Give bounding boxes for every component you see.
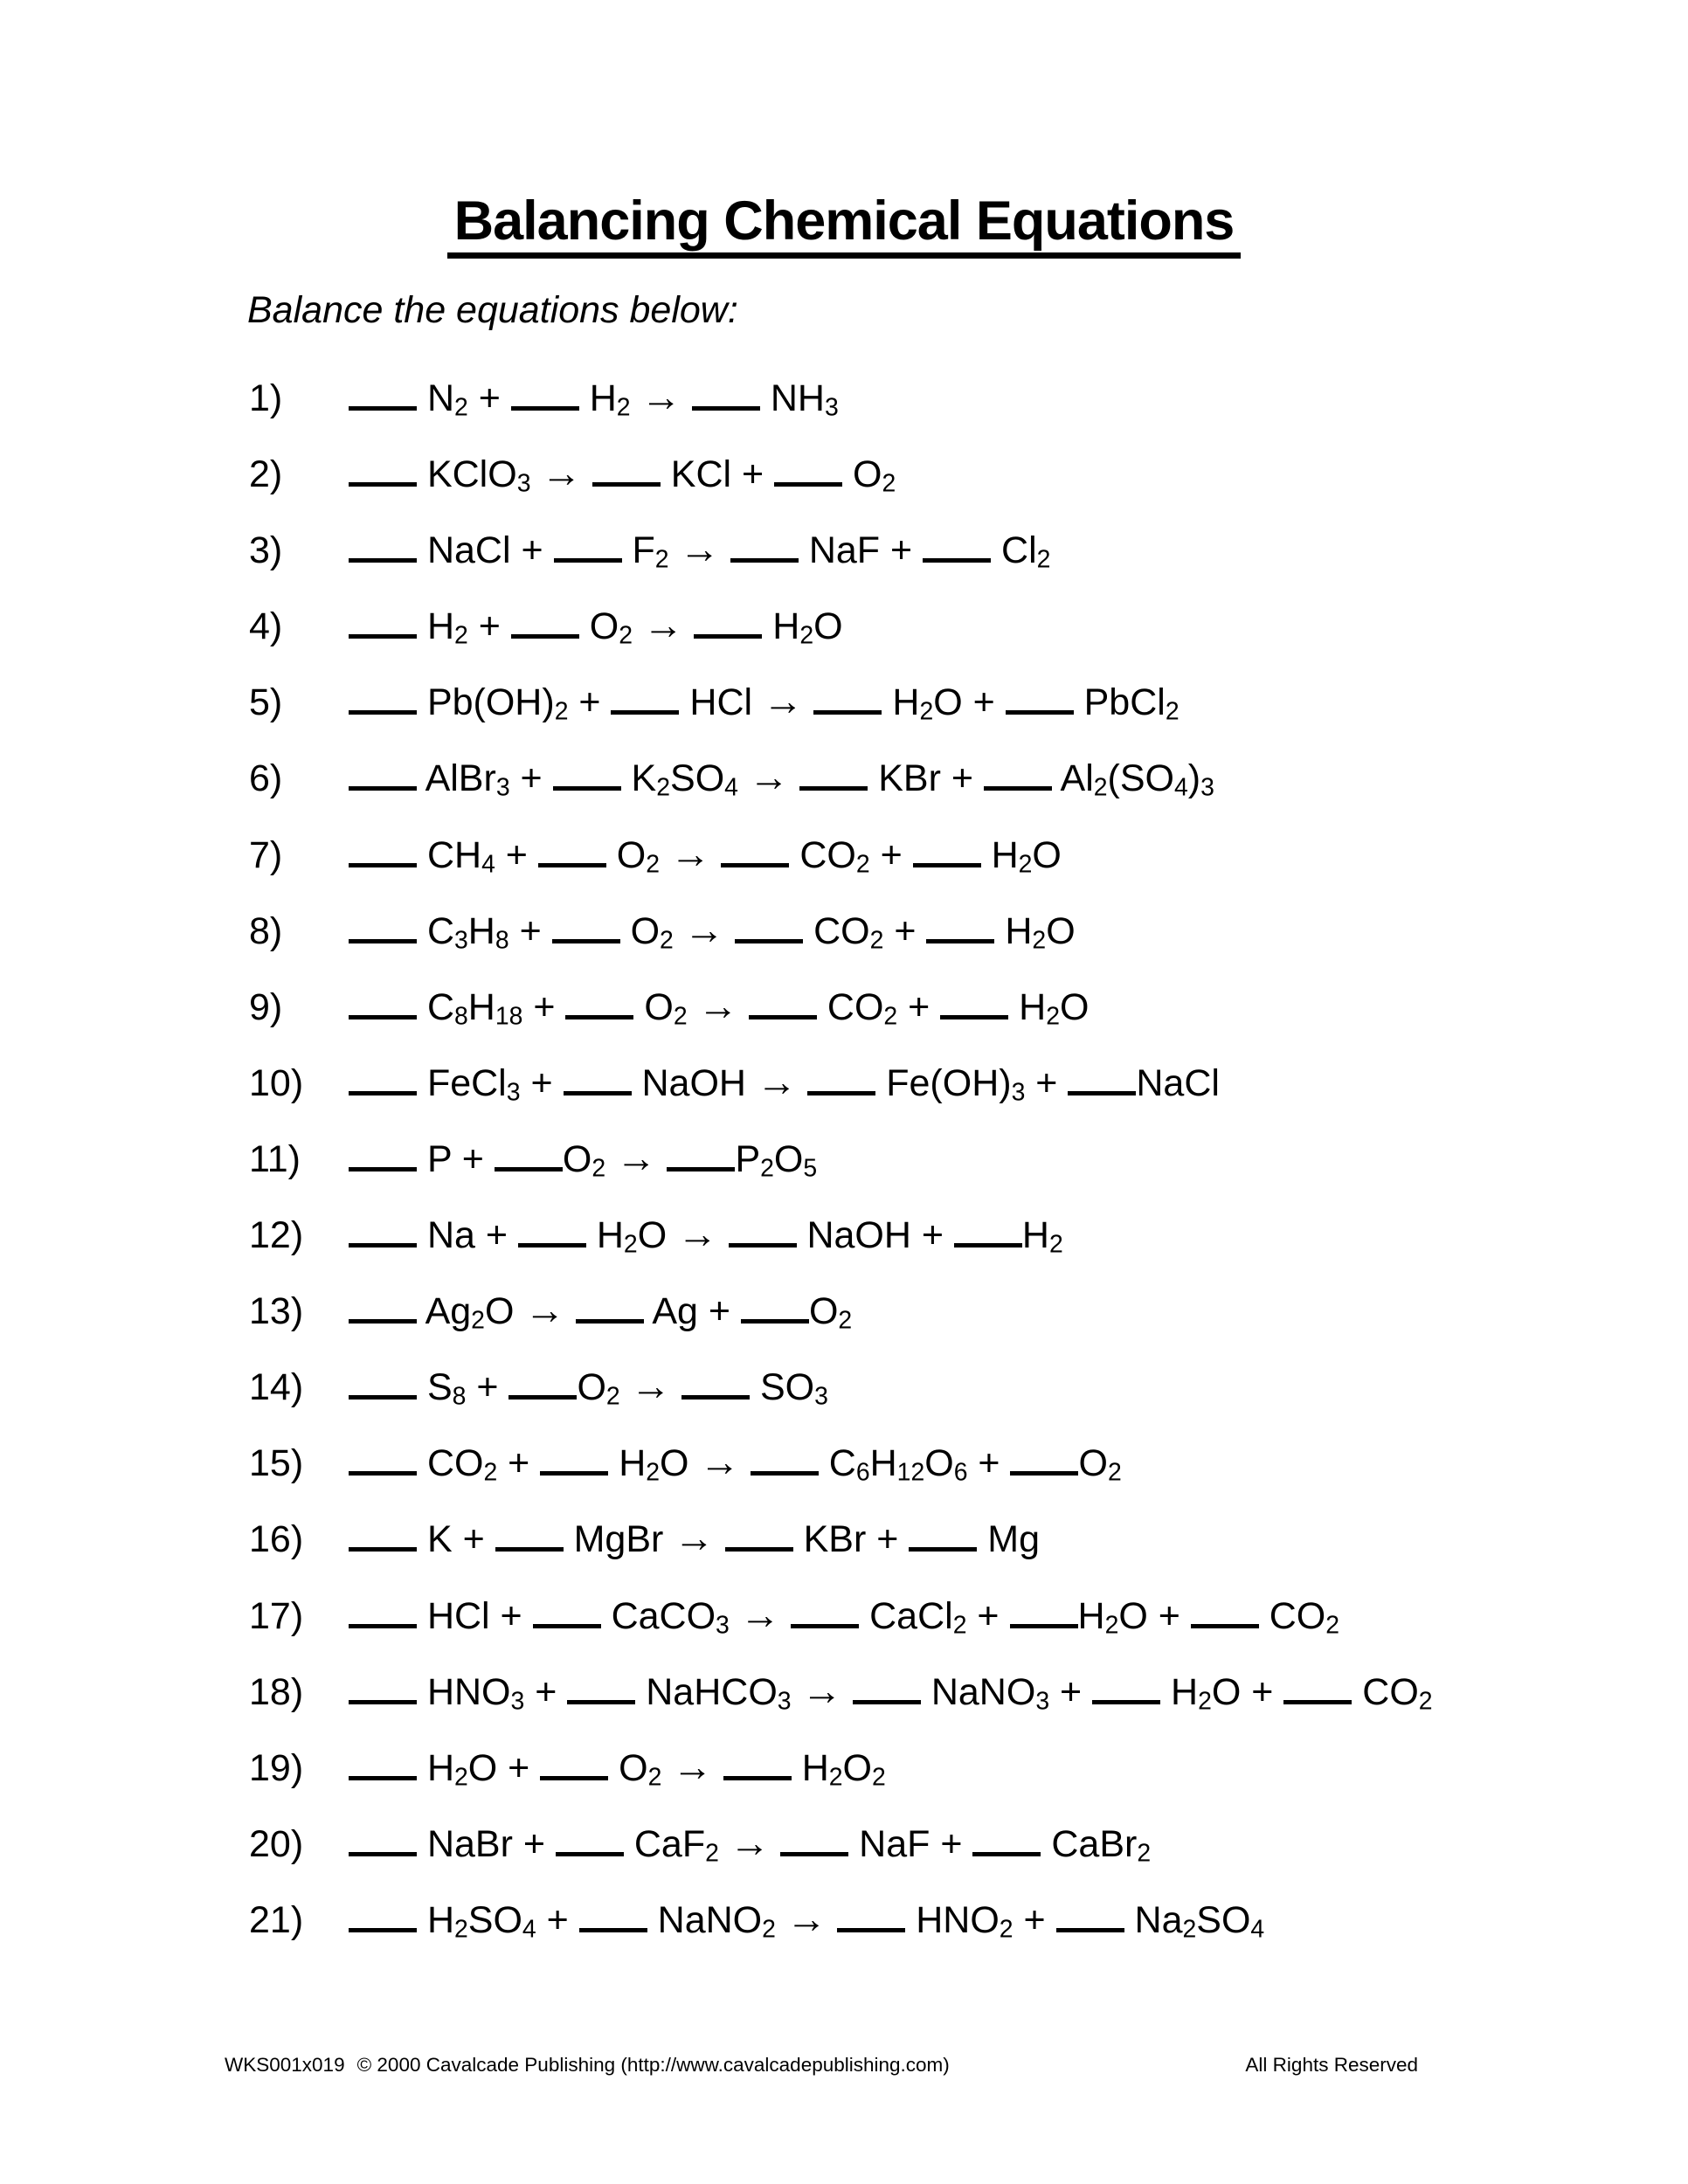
equation-row [249,1348,1433,1424]
answer-blank [349,1697,417,1704]
subscript: 2 [454,393,468,422]
equation-expression: $S_8 + O_2 \to SO_3$ [349,1366,828,1408]
subscript: 2 [605,1382,620,1411]
equation-expression: AlBr$_3$ + $K_2SO_4$ → KBr + $Al_2(SO_4)_3$ [349,757,1214,799]
equation-row [249,816,1433,892]
answer-blank [837,1925,905,1932]
reaction-arrow-icon: → [756,1058,798,1104]
answer-blank [349,1925,417,1932]
answer-blank [349,556,417,563]
equation-row [249,511,1433,587]
answer-blank [564,1089,632,1095]
subscript: 3 [1011,1078,1026,1107]
answer-blank [556,1849,624,1856]
equation-row [249,1500,1433,1576]
answer-blank [567,1697,635,1704]
subscript: 2 [619,621,633,650]
equation-expression: $H_2SO_4$ + NaNO$_2$ → $HNO_2 + Na_2SO_4$ [349,1899,1264,1941]
answer-blank [611,708,679,715]
equation-row [249,1120,1433,1196]
subscript: 2 [454,621,468,650]
equation-expression: FeCl$_3$ + NaOH → $Fe(OH)_3$ + NaCl [349,1062,1220,1104]
reaction-arrow-icon: → [763,678,804,724]
subscript: 18 [495,1002,523,1031]
answer-blank [349,784,417,791]
reaction-arrow-icon: → [699,1439,740,1485]
answer-blank [349,1393,417,1400]
page-title: Balancing Chemical Equations [447,193,1242,259]
subscript: 4 [522,1915,536,1944]
subscript: 2 [1198,1687,1212,1716]
footer [0,2053,1688,2083]
reaction-arrow-icon: → [683,906,725,952]
reaction-arrow-icon: → [674,1515,715,1561]
answer-blank [349,936,417,943]
equation-row [249,1805,1433,1881]
subscript: 2 [1018,850,1033,879]
subscript: 3 [454,926,468,955]
subscript: 2 [799,621,814,650]
subscript: 2 [654,545,669,574]
answer-blank [667,1165,735,1171]
subscript: 6 [953,1458,968,1487]
answer-blank [1006,708,1074,715]
copyright-text: © 2000 Cavalcade Publishing (http://www.cavalcadepublishing.com) [356,2054,950,2076]
reaction-arrow-icon: → [785,1895,827,1941]
equation-row [249,1653,1433,1729]
equation-row [249,663,1433,739]
equation-number: 11) [249,1137,301,1180]
answer-blank [799,784,868,791]
equation-expression: $HNO_3$ + NaHCO$_3$ → NaNO$_3$ + $H_2O + CO_2$ [349,1671,1433,1713]
subscript: 5 [803,1154,818,1183]
answer-blank [1191,1621,1259,1628]
equation-number: 13) [249,1290,304,1333]
subscript: 2 [872,1763,886,1792]
equation-row [249,968,1433,1044]
answer-blank [495,1165,563,1171]
subscript: 2 [454,1763,468,1792]
answer-blank [729,1241,797,1248]
answer-blank [909,1545,977,1552]
answer-blank [749,1013,817,1019]
answer-blank [349,1469,417,1476]
answer-blank [694,632,762,639]
subscript: 2 [705,1839,719,1868]
answer-blank [349,1241,417,1248]
equation-row [249,1272,1433,1348]
answer-blank [1056,1925,1124,1932]
equation-row [249,1577,1433,1653]
equation-number: 5) [249,681,283,724]
reaction-arrow-icon: → [616,1134,657,1180]
answer-blank [807,1089,875,1095]
answer-blank [538,860,606,867]
equation-expression: $CH_4 + O_2 \to CO_2 + H_2O$ [349,834,1062,876]
subscript: 2 [1137,1839,1152,1868]
subscript: 8 [495,926,509,955]
answer-blank [565,1013,633,1019]
answer-blank [791,1621,859,1628]
subscript: 2 [999,1915,1013,1944]
subscript: 2 [1104,1611,1119,1640]
subscript: 2 [483,1458,498,1487]
equation-number: 10) [249,1061,304,1104]
answer-blank [349,860,417,867]
subscript: 4 [1173,774,1188,803]
subscript: 2 [646,850,661,879]
subscript: 2 [591,1154,606,1183]
subscript: 3 [510,1687,525,1716]
equation-number: 19) [249,1746,304,1789]
equation-number: 9) [249,985,283,1028]
subscript: 2 [919,698,934,727]
subscript: 2 [623,1230,638,1259]
answer-blank [721,860,789,867]
subscript: 4 [1250,1915,1265,1944]
equation-expression: HCl + CaCO$_3$ → CaCl$_2$ + $H_2O + CO_2$ [349,1595,1339,1637]
answer-blank [533,1621,601,1628]
subscript: 2 [1418,1687,1433,1716]
equation-expression: NaCl + $F_2$ → NaF + $Cl_2$ [349,529,1050,571]
answer-blank [1068,1089,1136,1095]
reaction-arrow-icon: → [729,1819,771,1865]
subscript: 2 [952,1611,967,1640]
answer-blank [751,1469,819,1476]
subscript: 3 [716,1611,730,1640]
subscript: 2 [883,1002,898,1031]
answer-blank [813,708,882,715]
subscript: 4 [481,850,495,879]
subscript: 6 [855,1458,870,1487]
equation-row [249,1881,1433,1957]
reaction-arrow-icon: → [748,754,790,800]
subscript: 2 [1032,926,1047,955]
subscript: 2 [869,926,884,955]
answer-blank [554,556,622,563]
title-row [0,190,1688,259]
subscript: 3 [814,1382,828,1411]
answer-blank [349,1773,417,1780]
answer-blank [1283,1697,1352,1704]
equation-number: 7) [249,833,283,876]
answer-blank [576,1317,644,1324]
subscript: 12 [896,1458,925,1487]
answer-blank [923,556,991,563]
answer-blank [735,936,803,943]
answer-blank [553,784,621,791]
reaction-arrow-icon: → [670,830,711,876]
reaction-arrow-icon: → [739,1591,781,1637]
worksheet-id: WKS001x019 [225,2054,345,2076]
subscript: 2 [554,698,569,727]
answer-blank [349,1089,417,1095]
answer-blank [723,1773,792,1780]
answer-blank [511,632,579,639]
answer-blank [508,1393,577,1400]
subscript: 2 [1093,774,1108,803]
subscript: 3 [777,1687,792,1716]
answer-blank [495,1545,564,1552]
answer-blank [349,1849,417,1856]
answer-blank [552,936,620,943]
reaction-arrow-icon: → [672,1743,713,1789]
equation-number: 17) [249,1594,304,1637]
subscript: 2 [660,926,674,955]
subscript: 2 [1107,1458,1122,1487]
answer-blank [780,1849,848,1856]
subscript: 2 [616,393,631,422]
subscript: 2 [656,774,671,803]
equation-number: 18) [249,1670,304,1713]
equation-row [249,435,1433,511]
answer-blank [725,1545,793,1552]
equation-number: 6) [249,757,283,800]
equation-number: 12) [249,1214,304,1257]
equation-number: 3) [249,529,283,572]
rights-text: All Rights Reserved [1245,2054,1418,2076]
subscript: 3 [495,774,510,803]
equation-row [249,1424,1433,1500]
reaction-arrow-icon: → [640,374,681,419]
equation-number: 1) [249,377,283,419]
answer-blank [853,1697,921,1704]
equation-expression: $Na + H_2O$ → NaOH + $H_2$ [349,1214,1063,1256]
subscript: 2 [646,1458,661,1487]
equation-expression: $C_3H_8 + O_2 \to CO_2 + H_2O$ [349,910,1076,952]
subscript: 2 [1165,698,1180,727]
reaction-arrow-icon: → [541,450,582,496]
answer-blank [1010,1621,1078,1628]
equation-row [249,892,1433,968]
answer-blank [540,1773,608,1780]
equation-expression: $H_2 + O_2 \to H_2O$ [349,605,843,647]
answer-blank [940,1013,1008,1019]
subscript: 2 [762,1915,776,1944]
subscript: 2 [1325,1611,1340,1640]
equation-expression: $Pb(OH)_2$ + HCl → $H_2O$ + PbCl$_2$ [349,681,1180,723]
equation-expression: $P + O_2 \to P_2O_5$ [349,1138,817,1180]
subscript: 3 [1200,774,1214,803]
answer-blank [349,480,417,487]
equation-expression: $N_2 + H_2 \to NH_3$ [349,377,839,419]
subscript: 8 [452,1382,467,1411]
answer-blank [692,404,760,411]
subscript: 4 [724,774,738,803]
answer-blank [774,480,842,487]
equation-row [249,587,1433,663]
answer-blank [741,1317,809,1324]
answer-blank [579,1925,647,1932]
subscript: 3 [1035,1687,1050,1716]
equation-expression: $H_2O + O_2 \to H_2O_2$ [349,1747,886,1789]
subscript: 2 [882,469,896,498]
equation-expression: KClO$_3$ → KCl + $O_2$ [349,453,896,495]
answer-blank [349,1013,417,1019]
subscript: 3 [516,469,531,498]
subscript: 2 [838,1306,853,1335]
answer-blank [730,556,799,563]
answer-blank [349,404,417,411]
instructions: Balance the equations below: [247,289,738,331]
equation-number: 15) [249,1442,304,1485]
answer-blank [349,632,417,639]
subscript: 2 [454,1915,468,1944]
equation-expression: NaBr + CaF$_2$ → NaF + CaBr$_2$ [349,1823,1151,1865]
answer-blank [349,1165,417,1171]
answer-blank [349,1621,417,1628]
subscript: 2 [673,1002,688,1031]
reaction-arrow-icon: → [697,982,738,1028]
equation-row [249,1196,1433,1272]
reaction-arrow-icon: → [524,1287,565,1333]
answer-blank [1010,1469,1078,1476]
equation-number: 20) [249,1822,304,1865]
equation-row [249,359,1433,435]
equation-expression: $C_8H_{18} + O_2 \to CO_2 + H_2O$ [349,986,1089,1028]
answer-blank [984,784,1052,791]
equation-number: 4) [249,605,283,648]
subscript: 2 [760,1154,774,1183]
equation-row [249,1044,1433,1120]
answer-blank [1092,1697,1160,1704]
answer-blank [540,1469,608,1476]
subscript: 3 [824,393,839,422]
subscript: 2 [855,850,870,879]
subscript: 2 [1036,545,1051,574]
equation-expression: $Ag_2O \to Ag + O_2$ [349,1290,852,1332]
answer-blank [349,708,417,715]
reaction-arrow-icon: → [801,1667,842,1713]
subscript: 2 [647,1763,662,1792]
equation-expression: $CO_2 + H_2O \to C_6H_{12}O_6 + O_2$ [349,1442,1122,1484]
answer-blank [954,1241,1022,1248]
answer-blank [913,860,981,867]
equation-expression: K + MgBr → KBr + Mg [349,1518,1040,1560]
answer-blank [681,1393,750,1400]
reaction-arrow-icon: → [677,1211,718,1257]
reaction-arrow-icon: → [630,1363,672,1409]
equation-row [249,739,1433,815]
equation-number: 2) [249,453,283,496]
answer-blank [972,1849,1041,1856]
equation-number: 16) [249,1518,304,1561]
subscript: 2 [1048,1230,1063,1259]
subscript: 2 [1182,1915,1197,1944]
subscript: 3 [506,1078,521,1107]
answer-blank [926,936,994,943]
subscript: 2 [828,1763,843,1792]
subscript: 2 [1046,1002,1060,1031]
footer-left [225,2053,950,2077]
subscript: 2 [471,1306,485,1335]
reaction-arrow-icon: → [642,602,684,648]
reaction-arrow-icon: → [679,526,720,572]
answer-blank [592,480,661,487]
answer-blank [518,1241,586,1248]
answer-blank [349,1317,417,1324]
equation-list [249,359,1433,1957]
equation-number: 21) [249,1898,304,1941]
answer-blank [349,1545,417,1552]
equation-number: 14) [249,1366,304,1409]
equation-number: 8) [249,909,283,952]
subscript: 8 [454,1002,468,1031]
answer-blank [511,404,579,411]
equation-row [249,1729,1433,1805]
